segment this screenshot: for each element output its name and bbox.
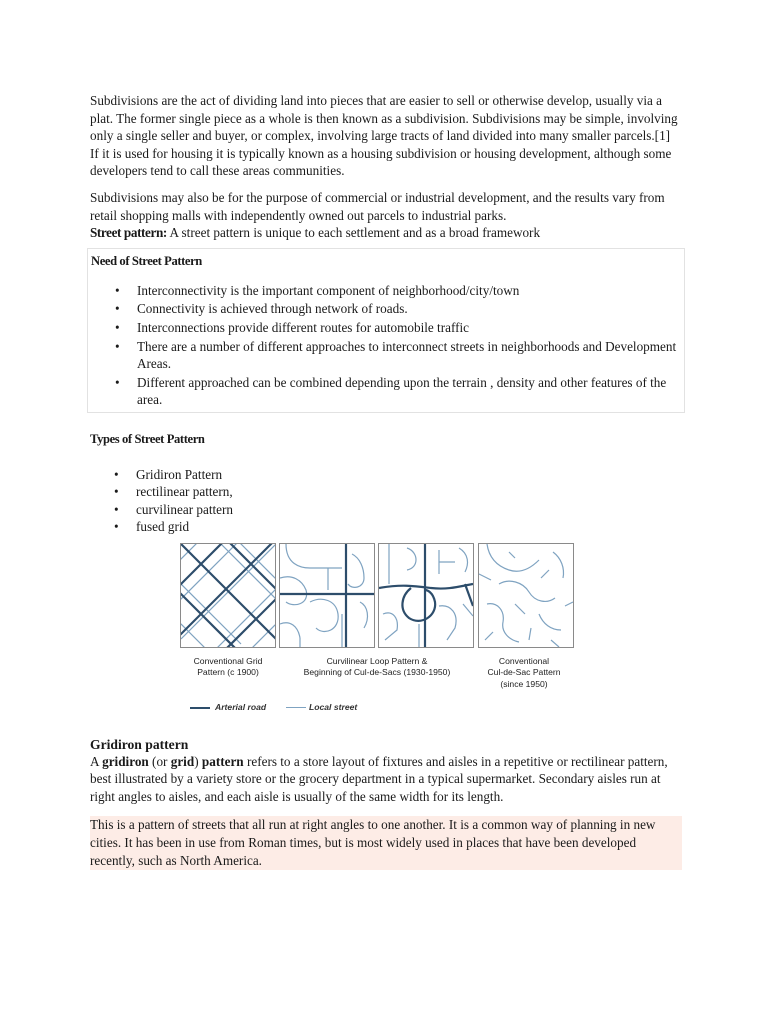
grid-term: grid (170, 753, 195, 769)
arterial-road-legend-label: Arterial road (215, 701, 267, 712)
need-heading: Need of Street Pattern (91, 253, 202, 268)
bullet-icon: • (114, 501, 119, 517)
list-item: • Gridiron Pattern (114, 466, 223, 482)
bullet-icon: • (114, 484, 119, 500)
need-list (91, 282, 681, 409)
local-street-legend-label: Local street (309, 701, 358, 712)
list-item: • Interconnections provide different routes for automobile traffic (115, 319, 470, 335)
types-heading: Types of Street Pattern (90, 431, 205, 446)
cul-de-sac-caption: Conventional Cul-de-Sac Pattern (since 1950) (487, 655, 561, 689)
bullet-icon: • (114, 466, 119, 482)
local-street-legend-line (286, 707, 306, 708)
document-page (90, 92, 682, 870)
curvilinear-loop-map (280, 544, 374, 647)
list-item: • Different approached can be combined depending upon the terrain , density and other features of the area. (115, 374, 667, 408)
bullet-icon: • (114, 519, 119, 535)
list-item: • There are a number of different approaches to interconnect streets in neighborhoods and Development Areas. (115, 338, 677, 372)
street-pattern-text: A street pattern is unique to each settlement and as a broad framework (166, 225, 541, 241)
arterial-road-legend-line (190, 707, 210, 709)
mixed-pattern-panel (378, 543, 474, 648)
list-item: • Connectivity is achieved through network of roads. (115, 301, 408, 317)
gridiron-paragraph: A gridiron (or grid) pattern refers to a store layout of fixtures and aisles in a repetitive or rectilinear pattern, best illustrated by a variety store or the grocery department in a typical supermarket. Secondary aisles run at right angles to aisles, and each aisle is usually of the same width for its length. (90, 753, 668, 804)
grid-pattern-panel (180, 543, 276, 648)
street-pattern-figure (178, 543, 574, 718)
street-pattern-definition (90, 224, 682, 242)
bullet-icon: • (115, 374, 120, 390)
grid-pattern-map (181, 544, 275, 647)
highlighted-passage (90, 816, 682, 870)
commercial-paragraph: Subdivisions may also be for the purpose of commercial or industrial development, and the results vary from retail shopping malls with independently owned out parcels to industrial parks. (90, 189, 665, 223)
bullet-icon: • (115, 301, 120, 317)
list-item: • curvilinear pattern (114, 501, 234, 517)
types-list (90, 466, 682, 536)
bullet-icon: • (115, 282, 120, 298)
bullet-icon: • (115, 338, 120, 354)
curvilinear-caption: Curvilinear Loop Pattern & Beginning of Cul-de-Sacs (1930-1950) (303, 655, 451, 678)
gridiron-term: gridiron (102, 753, 149, 769)
need-of-street-pattern-box (87, 248, 685, 413)
bullet-icon: • (115, 319, 120, 335)
grid-caption: Conventional Grid Pattern (c 1900) (193, 655, 263, 678)
curvilinear-loop-panel (279, 543, 375, 648)
pattern-term: pattern (201, 753, 244, 769)
street-pattern-label: Street pattern: (90, 225, 167, 241)
highlighted-text: This is a pattern of streets that all run at right angles to one another. It is a common way of planning in new cities. It has been in use from Roman times, but is most widely used in places that have been developed recently, such as North America. (90, 817, 656, 869)
intro-paragraph: Subdivisions are the act of dividing land into pieces that are easier to sell or otherwise develop, usually via a plat. The former single piece as a whole is then known as a subdivision. Subdivisions may be simple, involving only a single seller and buyer, or complex, involving large tracts of land divided into many smaller parcels.[1] If it is used for housing it is typically known as a housing subdivision or housing development, although some developers tend to call these areas communities. (90, 93, 678, 179)
list-item: • Interconnectivity is the important component of neighborhood/city/town (115, 282, 520, 298)
gridiron-heading: Gridiron pattern (90, 736, 189, 752)
mixed-pattern-map (379, 544, 473, 647)
cul-de-sac-map (479, 544, 573, 647)
cul-de-sac-panel (478, 543, 574, 648)
list-item: • rectilinear pattern, (114, 484, 233, 500)
list-item: • fused grid (114, 519, 190, 535)
